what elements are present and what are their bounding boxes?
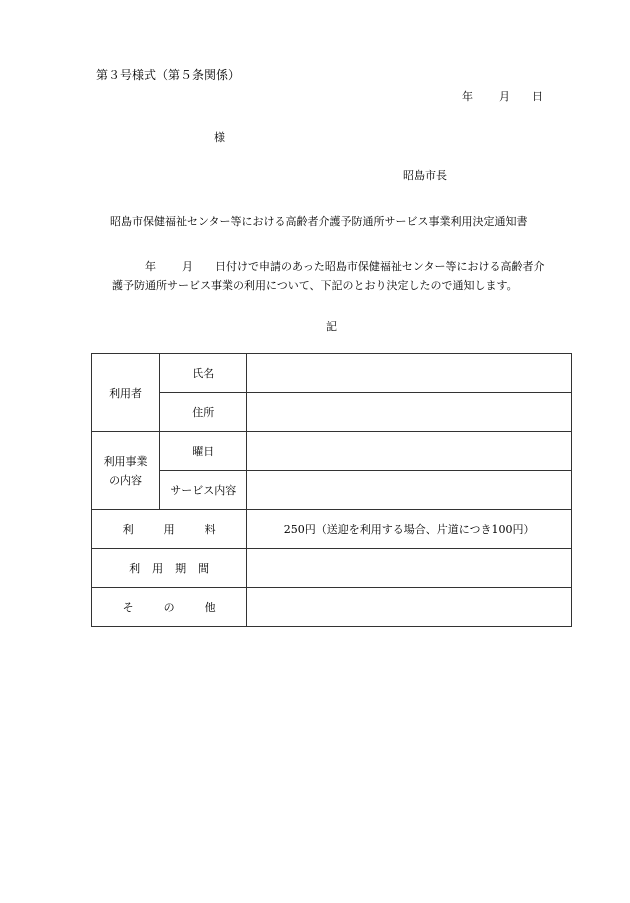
table-row-period bbox=[92, 549, 572, 588]
fee-label: 利 用 料 bbox=[92, 510, 247, 549]
date-line bbox=[462, 88, 543, 104]
service-content-value[interactable] bbox=[247, 471, 572, 510]
fee-value: 250円（送迎を利用する場合、片道につき100円） bbox=[247, 510, 572, 549]
weekday-label: 曜日 bbox=[160, 432, 247, 471]
body-text bbox=[112, 257, 582, 295]
service-content-label: サービス内容 bbox=[160, 471, 247, 510]
table-row-service-content bbox=[92, 471, 572, 510]
service-group-label: 利用事業 の内容 bbox=[92, 432, 160, 510]
body-line-1: 年 月 日付けで申請のあった昭島市保健福祉センター等における高齢者介 bbox=[145, 260, 545, 273]
date-year: 年 bbox=[462, 90, 473, 103]
body-line-2: 護予防通所サービス事業の利用について、下記のとおり決定したので通知します。 bbox=[112, 279, 518, 292]
document-title: 昭島市保健福祉センター等における高齢者介護予防通所サービス事業利用決定通知書 bbox=[110, 215, 528, 228]
table-row-weekday bbox=[92, 432, 572, 471]
period-value[interactable] bbox=[247, 549, 572, 588]
user-group-label: 利用者 bbox=[92, 354, 160, 432]
other-label: そ の 他 bbox=[92, 588, 247, 627]
address-value[interactable] bbox=[247, 393, 572, 432]
table-row-address bbox=[92, 393, 572, 432]
period-label: 利 用 期 間 bbox=[92, 549, 247, 588]
date-day: 日 bbox=[532, 90, 543, 103]
name-value[interactable] bbox=[247, 354, 572, 393]
other-value[interactable] bbox=[247, 588, 572, 627]
name-label: 氏名 bbox=[160, 354, 247, 393]
issuer: 昭島市長 bbox=[403, 169, 447, 182]
weekday-value[interactable] bbox=[247, 432, 572, 471]
form-number: 第３号様式（第５条関係） bbox=[96, 68, 241, 82]
table-row-other bbox=[92, 588, 572, 627]
addressee-suffix: 様 bbox=[214, 131, 225, 144]
ki-heading: 記 bbox=[326, 320, 337, 333]
date-month: 月 bbox=[499, 90, 510, 103]
form-table bbox=[91, 353, 572, 627]
table-row-fee bbox=[92, 510, 572, 549]
table-row-name bbox=[92, 354, 572, 393]
address-label: 住所 bbox=[160, 393, 247, 432]
